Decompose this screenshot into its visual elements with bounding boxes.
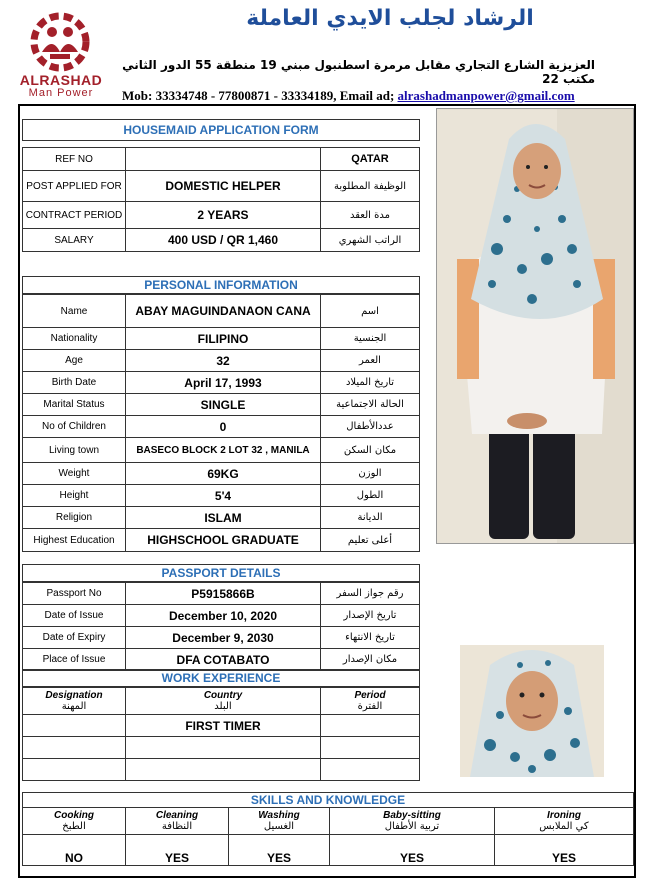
skills-block xyxy=(22,792,634,866)
table-row: Passport No P5915866B رقم جواز السفر xyxy=(23,583,420,605)
skill-ironing-value: YES xyxy=(495,835,634,866)
skill-babysitting-label: Baby-sitting xyxy=(383,810,441,821)
period-header: Period xyxy=(354,690,386,701)
designation-header-ar: المهنة xyxy=(61,701,87,712)
table-row: SALARY 400 USD / QR 1,460 الراتب الشهري xyxy=(23,229,420,252)
skill-ironing-label-ar: كي الملابس xyxy=(539,821,589,832)
skill-babysitting-label-ar: تربية الأطفال xyxy=(384,821,440,832)
contact-phones: Mob: 33334748 - 77800871 - 33334189, Email ad; xyxy=(122,88,398,103)
table-header-row xyxy=(23,688,420,715)
passport-table xyxy=(22,582,420,671)
table-row: Place of Issue DFA COTABATO مكان الإصدار xyxy=(23,649,420,671)
arabic-company-title: الرشاد لجلب الايدي العاملة xyxy=(246,6,534,31)
period-header-ar: الفترة xyxy=(357,701,383,712)
skill-cleaning-label: Cleaning xyxy=(155,810,199,821)
passport-block xyxy=(22,564,420,671)
skills-value-row xyxy=(23,835,634,866)
skill-babysitting-value: YES xyxy=(330,835,495,866)
form-header-block xyxy=(22,119,420,252)
email-link[interactable]: alrashadmanpower@gmail.com xyxy=(397,88,575,103)
work-experience-title: WORK EXPERIENCE xyxy=(23,670,420,687)
personal-info-table xyxy=(22,294,420,552)
personal-info-block xyxy=(22,276,420,552)
applicant-portrait-photo xyxy=(460,645,604,777)
designation-header: Designation xyxy=(45,690,103,701)
table-row: Birth Date April 17, 1993 تاريخ الميلاد xyxy=(23,372,420,394)
form-title: HOUSEMAID APPLICATION FORM xyxy=(23,120,420,141)
table-row: Living town BASECO BLOCK 2 LOT 32 , MANILA مكان السكن xyxy=(23,438,420,463)
country-header: Country xyxy=(203,690,243,701)
table-row xyxy=(23,715,420,737)
work-experience-table xyxy=(22,687,420,781)
skill-cooking-label: Cooking xyxy=(54,810,94,821)
arabic-address: العزيزية الشارع التجاري مقابل مرمرة اسطنبول مبني 19 منطقة 55 الدور الثاني مكتب 22 xyxy=(122,58,595,86)
skill-washing-value: YES xyxy=(229,835,330,866)
contact-line xyxy=(122,88,642,104)
form-top-table xyxy=(22,147,420,252)
table-row: CONTRACT PERIOD 2 YEARS مدة العقد xyxy=(23,202,420,229)
skills-header-row xyxy=(23,808,634,835)
table-row: No of Children 0 عددالأطفال xyxy=(23,416,420,438)
table-row xyxy=(23,759,420,781)
skill-cleaning-value: YES xyxy=(126,835,229,866)
skill-cooking-value: NO xyxy=(23,835,126,866)
table-row: Age 32 العمر xyxy=(23,350,420,372)
table-row: Marital Status SINGLE الحالة الاجتماعية xyxy=(23,394,420,416)
skills-title: SKILLS AND KNOWLEDGE xyxy=(23,793,634,808)
skill-ironing-label: Ironing xyxy=(547,810,581,821)
logo-name: ALRASHAD xyxy=(19,72,103,88)
table-row xyxy=(23,737,420,759)
passport-title: PASSPORT DETAILS xyxy=(23,565,420,582)
skill-washing-label: Washing xyxy=(258,810,300,821)
gear-people-icon xyxy=(10,10,110,80)
table-row: REF NO QATAR xyxy=(23,148,420,171)
logo-subtitle: Man Power xyxy=(28,87,94,99)
table-row: Height 5'4 الطول xyxy=(23,485,420,507)
table-row: POST APPLIED FOR DOMESTIC HELPER الوظيفة المطلوبة xyxy=(23,171,420,202)
work-experience-block xyxy=(22,669,420,781)
table-row: Nationality FILIPINO الجنسية xyxy=(23,328,420,350)
skill-washing-label-ar: الغسيل xyxy=(263,821,295,832)
table-row: Name ABAY MAGUINDANAON CANA اسم xyxy=(23,295,420,328)
country-header-ar: البلد xyxy=(214,701,232,712)
work-entry: FIRST TIMER xyxy=(126,715,321,737)
table-row: Highest Education HIGHSCHOOL GRADUATE أعلى تعليم xyxy=(23,529,420,552)
table-row: Weight 69KG الوزن xyxy=(23,463,420,485)
table-row: Religion ISLAM الديانة xyxy=(23,507,420,529)
table-row: Date of Issue December 10, 2020 تاريخ الإصدار xyxy=(23,605,420,627)
personal-info-title: PERSONAL INFORMATION xyxy=(23,277,420,294)
table-row: Date of Expiry December 9, 2030 تاريخ الانتهاء xyxy=(23,627,420,649)
skill-cleaning-label-ar: النظافة xyxy=(161,821,193,832)
skill-cooking-label-ar: الطبخ xyxy=(62,821,86,832)
applicant-full-photo xyxy=(436,108,634,544)
